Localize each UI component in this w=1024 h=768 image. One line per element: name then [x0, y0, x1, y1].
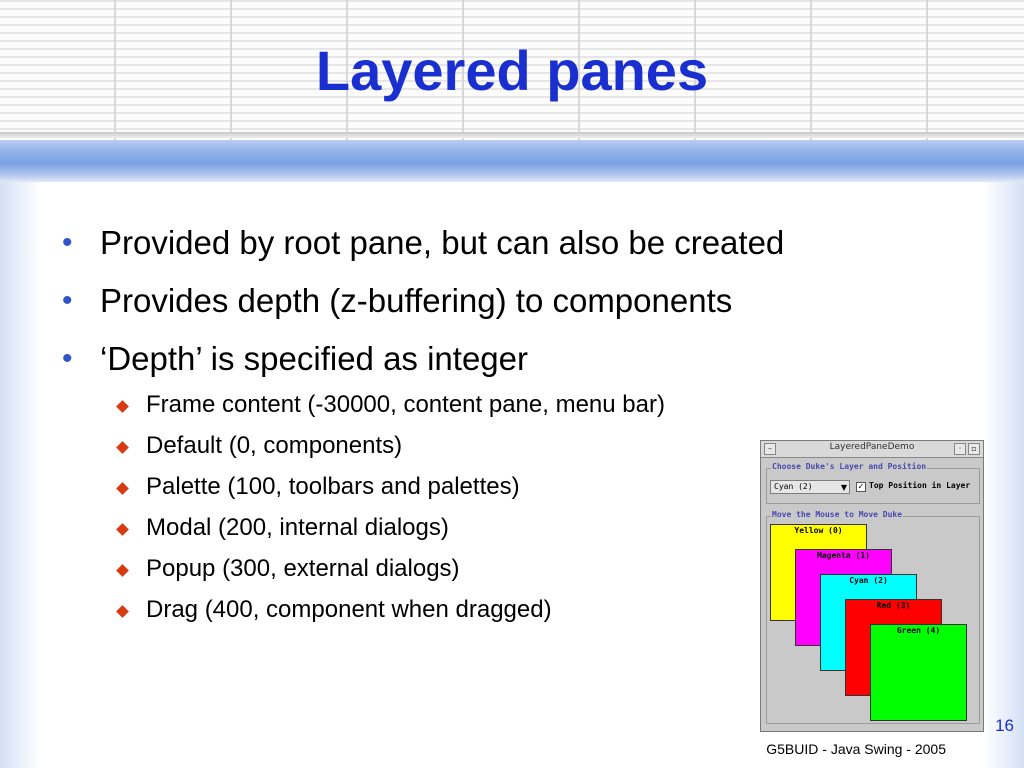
- layer-label: Magenta (1): [817, 551, 870, 560]
- layered-pane-demo-window: [760, 440, 984, 732]
- duke-move-group[interactable]: [766, 510, 980, 724]
- layer-position-group: [766, 462, 980, 504]
- sub-bullet-text: Frame content (-30000, content pane, menu bar): [146, 391, 665, 418]
- layer-combo-value: Cyan (2): [774, 482, 813, 491]
- diamond-bullet-icon: [116, 523, 129, 536]
- diamond-bullet-icon: [116, 441, 129, 454]
- diamond-bullet-icon: [116, 400, 129, 413]
- left-gradient-edge: [0, 182, 40, 768]
- layer-position-group-label: Choose Duke's Layer and Position: [772, 462, 927, 471]
- minimize-icon[interactable]: ·: [954, 443, 966, 455]
- sub-bullet-text: Popup (300, external dialogs): [146, 555, 460, 582]
- sub-bullet-text: Drag (400, component when dragged): [146, 596, 552, 623]
- slide-title: Layered panes: [315, 39, 709, 102]
- right-gradient-edge: [984, 182, 1024, 768]
- layer-label: Cyan (2): [849, 576, 888, 585]
- page-number: 16: [995, 716, 1014, 735]
- layer-label: Green (4): [896, 626, 941, 635]
- bullet-dot-icon: •: [62, 342, 73, 375]
- bullet-text: Provides depth (z-buffering) to components: [100, 282, 733, 319]
- layer-combo-box[interactable]: [770, 480, 850, 494]
- slide-footer: G5BUID - Java Swing - 2005: [766, 741, 946, 757]
- header-blue-bar: [0, 140, 1024, 182]
- window-menu-icon[interactable]: –: [764, 443, 776, 455]
- diamond-bullet-icon: [116, 605, 129, 618]
- diamond-bullet-icon: [116, 564, 129, 577]
- sub-bullet-text: Default (0, components): [146, 432, 403, 459]
- layer-label: Yellow (0): [794, 526, 843, 535]
- bullet-text: ‘Depth’ is specified as integer: [100, 340, 529, 377]
- bullet-text: Provided by root pane, but can also be created: [100, 224, 785, 261]
- bullet-dot-icon: •: [62, 284, 73, 317]
- bullet-dot-icon: •: [62, 226, 73, 259]
- duke-move-group-label: Move the Mouse to Move Duke: [772, 510, 903, 519]
- bullet-item: [60, 338, 960, 380]
- demo-window-title: LayeredPaneDemo: [829, 442, 915, 452]
- diamond-bullet-icon: [116, 482, 129, 495]
- bullet-item: [60, 280, 960, 322]
- sub-bullet-text: Palette (100, toolbars and palettes): [146, 473, 520, 500]
- demo-titlebar: [761, 441, 983, 458]
- chevron-down-icon: ▼: [840, 483, 847, 492]
- layer-label: Red (3): [876, 601, 911, 610]
- top-position-label: Top Position in Layer: [869, 481, 971, 490]
- sub-bullet-text: Modal (200, internal dialogs): [146, 514, 449, 541]
- layer-green: [870, 624, 967, 721]
- bullet-item: [60, 222, 960, 264]
- maximize-icon[interactable]: ▫: [968, 443, 980, 455]
- top-position-checkbox[interactable]: ✓: [857, 482, 865, 491]
- header-divider: [0, 132, 1024, 138]
- sub-bullet-item: [60, 390, 960, 420]
